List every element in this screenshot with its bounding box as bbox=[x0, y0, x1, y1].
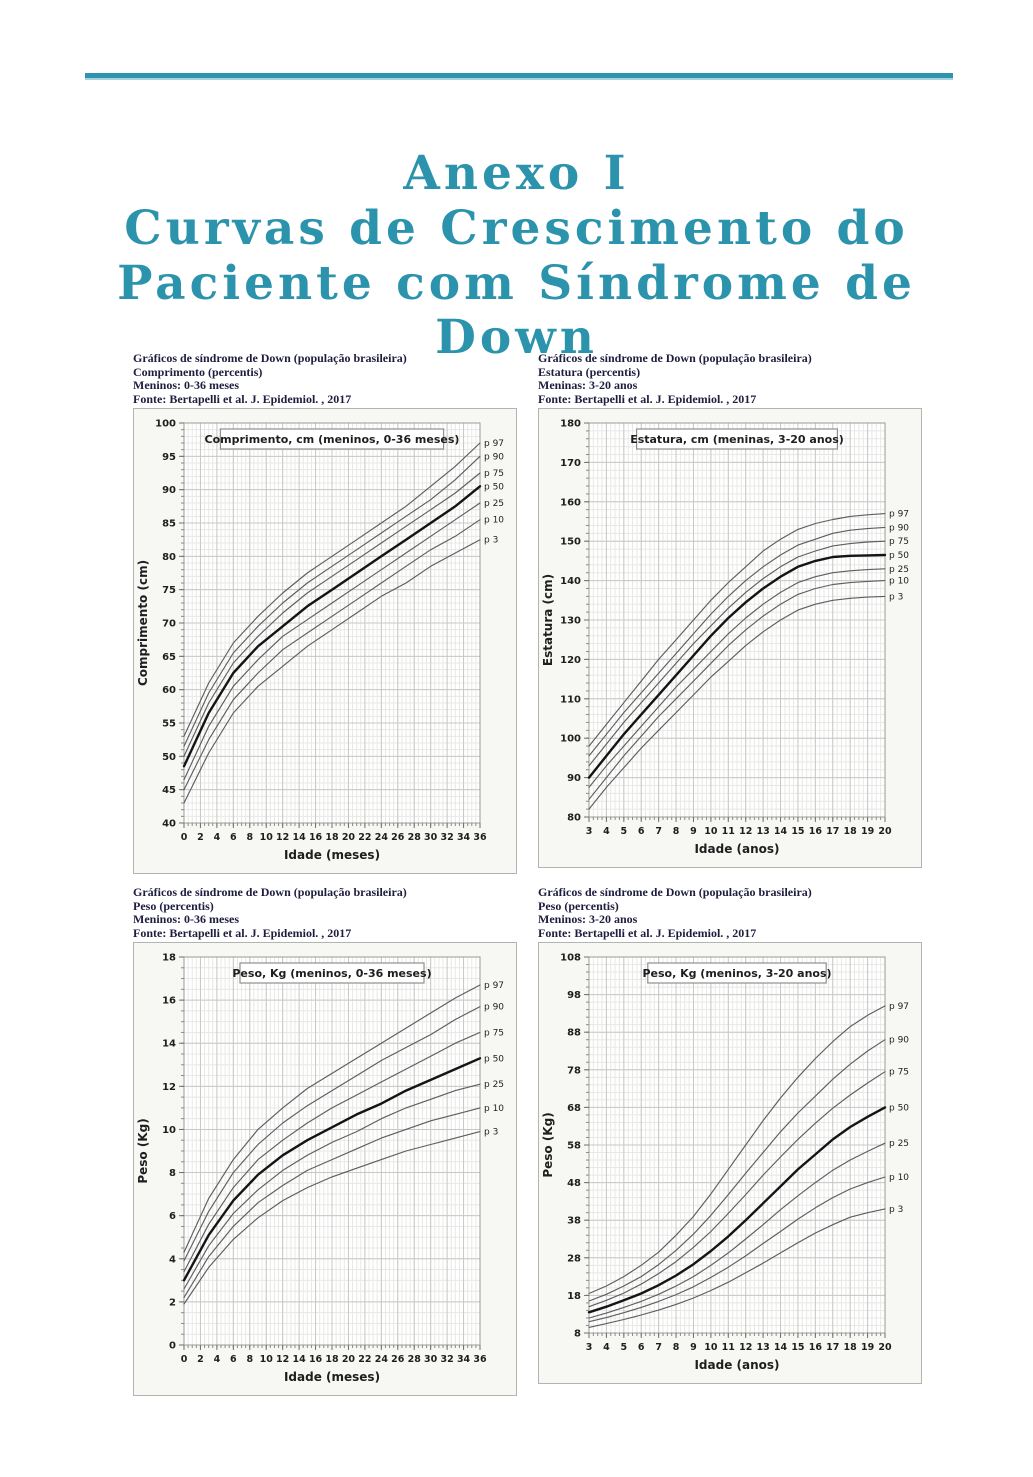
svg-text:0: 0 bbox=[180, 832, 188, 843]
svg-text:90: 90 bbox=[567, 773, 581, 785]
svg-text:16: 16 bbox=[808, 1342, 822, 1353]
growth-chart-peso-meses bbox=[134, 943, 516, 1395]
svg-text:3: 3 bbox=[585, 1342, 593, 1353]
chart-header-line: Meninos: 0-36 meses bbox=[133, 378, 239, 393]
svg-text:34: 34 bbox=[456, 1354, 471, 1365]
svg-text:10: 10 bbox=[162, 1124, 176, 1136]
svg-text:30: 30 bbox=[424, 832, 438, 843]
svg-text:16: 16 bbox=[308, 832, 323, 843]
svg-text:4: 4 bbox=[603, 1342, 610, 1353]
svg-text:108: 108 bbox=[560, 952, 581, 964]
svg-text:150: 150 bbox=[560, 536, 581, 548]
chart-header-line: Gráficos de síndrome de Down (população brasileira) bbox=[538, 351, 812, 365]
page-title-line: Curvas de Crescimento do bbox=[124, 201, 909, 256]
svg-text:p 25: p 25 bbox=[889, 564, 910, 575]
svg-text:4: 4 bbox=[213, 832, 221, 843]
chart-frame bbox=[133, 408, 517, 874]
svg-text:p 97: p 97 bbox=[484, 439, 505, 449]
svg-text:26: 26 bbox=[391, 832, 405, 843]
svg-text:Estatura, cm (meninas, 3-20 an: Estatura, cm (meninas, 3-20 anos) bbox=[630, 433, 844, 446]
svg-text:Idade (meses): Idade (meses) bbox=[283, 1370, 381, 1384]
svg-text:26: 26 bbox=[391, 1354, 405, 1365]
svg-text:0: 0 bbox=[169, 1340, 176, 1352]
svg-text:p 75: p 75 bbox=[484, 1028, 505, 1039]
chart-block-peso-meninos-meses bbox=[133, 886, 517, 1396]
svg-text:12: 12 bbox=[739, 1342, 753, 1353]
chart-frame bbox=[538, 942, 922, 1384]
svg-text:10: 10 bbox=[259, 832, 273, 843]
svg-text:p 25: p 25 bbox=[889, 1139, 910, 1150]
svg-text:14: 14 bbox=[162, 1038, 176, 1050]
svg-text:7: 7 bbox=[655, 1342, 662, 1353]
svg-text:p 3: p 3 bbox=[484, 1127, 499, 1138]
svg-text:95: 95 bbox=[162, 451, 176, 463]
svg-text:45: 45 bbox=[162, 785, 176, 797]
svg-text:Peso (Kg): Peso (Kg) bbox=[136, 1118, 150, 1184]
svg-text:22: 22 bbox=[358, 832, 372, 843]
svg-text:p 50: p 50 bbox=[484, 482, 505, 493]
svg-text:28: 28 bbox=[407, 1354, 421, 1365]
top-divider-rule bbox=[85, 73, 953, 80]
page-title-line: Paciente com Síndrome de bbox=[117, 255, 916, 311]
svg-text:Estatura (cm): Estatura (cm) bbox=[541, 573, 555, 667]
svg-text:p 97: p 97 bbox=[889, 1001, 910, 1012]
svg-text:Peso (Kg): Peso (Kg) bbox=[541, 1112, 555, 1178]
svg-text:16: 16 bbox=[308, 1354, 323, 1365]
chart-header bbox=[538, 352, 922, 406]
svg-text:8: 8 bbox=[672, 826, 680, 837]
svg-text:60: 60 bbox=[162, 685, 176, 697]
svg-text:p 25: p 25 bbox=[484, 1080, 505, 1091]
svg-text:Peso, Kg (meninos, 3-20 anos): Peso, Kg (meninos, 3-20 anos) bbox=[642, 967, 832, 980]
svg-text:19: 19 bbox=[860, 826, 875, 837]
svg-text:20: 20 bbox=[878, 826, 892, 837]
svg-text:12: 12 bbox=[162, 1081, 176, 1093]
svg-text:p 10: p 10 bbox=[484, 515, 505, 526]
svg-text:17: 17 bbox=[826, 1342, 840, 1353]
svg-text:58: 58 bbox=[567, 1140, 581, 1152]
svg-text:p 3: p 3 bbox=[889, 592, 904, 603]
svg-text:88: 88 bbox=[567, 1027, 581, 1039]
svg-text:120: 120 bbox=[560, 654, 581, 666]
svg-text:6: 6 bbox=[169, 1211, 176, 1223]
svg-text:7: 7 bbox=[655, 826, 662, 837]
svg-text:5: 5 bbox=[620, 826, 628, 837]
svg-text:11: 11 bbox=[721, 826, 735, 837]
svg-text:18: 18 bbox=[325, 1354, 339, 1365]
svg-text:p 75: p 75 bbox=[889, 1067, 910, 1078]
svg-text:6: 6 bbox=[637, 1342, 645, 1353]
svg-text:Idade (meses): Idade (meses) bbox=[283, 848, 381, 862]
svg-text:8: 8 bbox=[574, 1328, 581, 1340]
svg-text:5: 5 bbox=[620, 1342, 628, 1353]
svg-text:13: 13 bbox=[756, 826, 770, 837]
svg-text:14: 14 bbox=[773, 826, 788, 837]
growth-chart-estatura bbox=[539, 409, 921, 867]
svg-text:Idade (anos): Idade (anos) bbox=[694, 842, 780, 856]
chart-header bbox=[133, 886, 517, 940]
page-title bbox=[0, 147, 1033, 365]
svg-text:6: 6 bbox=[230, 832, 237, 843]
svg-text:p 97: p 97 bbox=[484, 981, 505, 992]
svg-text:p 10: p 10 bbox=[889, 1172, 910, 1183]
chart-frame bbox=[133, 942, 517, 1396]
svg-text:16: 16 bbox=[162, 995, 176, 1007]
chart-header-line: Gráficos de síndrome de Down (população brasileira) bbox=[133, 351, 407, 365]
svg-text:180: 180 bbox=[560, 418, 581, 430]
svg-text:p 50: p 50 bbox=[889, 550, 910, 561]
svg-text:68: 68 bbox=[567, 1102, 581, 1114]
svg-text:100: 100 bbox=[560, 733, 581, 745]
svg-text:78: 78 bbox=[567, 1065, 581, 1077]
svg-text:110: 110 bbox=[560, 694, 581, 706]
svg-text:40: 40 bbox=[162, 818, 176, 830]
svg-text:24: 24 bbox=[374, 832, 388, 843]
chart-header-line: Gráficos de síndrome de Down (população brasileira) bbox=[538, 885, 812, 899]
svg-text:p 90: p 90 bbox=[889, 523, 910, 534]
svg-text:10: 10 bbox=[259, 1354, 273, 1365]
svg-text:11: 11 bbox=[721, 1342, 735, 1353]
svg-text:18: 18 bbox=[567, 1290, 581, 1302]
svg-text:p 10: p 10 bbox=[889, 576, 910, 587]
svg-text:4: 4 bbox=[603, 826, 610, 837]
svg-text:4: 4 bbox=[169, 1254, 176, 1266]
svg-text:48: 48 bbox=[567, 1178, 581, 1190]
svg-text:20: 20 bbox=[341, 832, 356, 843]
svg-text:8: 8 bbox=[672, 1342, 680, 1353]
svg-text:18: 18 bbox=[843, 1342, 857, 1353]
svg-text:p 50: p 50 bbox=[484, 1054, 505, 1065]
svg-text:19: 19 bbox=[860, 1342, 875, 1353]
svg-text:14: 14 bbox=[292, 1354, 306, 1365]
svg-text:85: 85 bbox=[162, 518, 176, 530]
growth-chart-comprimento bbox=[134, 409, 516, 873]
svg-text:15: 15 bbox=[791, 1342, 805, 1353]
chart-block-comprimento-meninos bbox=[133, 352, 517, 874]
svg-text:2: 2 bbox=[197, 832, 204, 843]
svg-text:80: 80 bbox=[162, 551, 176, 563]
growth-chart-peso-anos bbox=[539, 943, 921, 1383]
svg-text:22: 22 bbox=[358, 1354, 372, 1365]
svg-text:70: 70 bbox=[162, 618, 176, 630]
svg-text:17: 17 bbox=[826, 826, 840, 837]
svg-text:98: 98 bbox=[567, 990, 581, 1002]
svg-text:28: 28 bbox=[407, 832, 421, 843]
svg-text:p 10: p 10 bbox=[484, 1103, 505, 1114]
svg-text:2: 2 bbox=[197, 1354, 204, 1365]
svg-text:130: 130 bbox=[560, 615, 581, 627]
svg-text:32: 32 bbox=[440, 1354, 454, 1365]
svg-text:4: 4 bbox=[213, 1354, 221, 1365]
svg-text:2: 2 bbox=[169, 1297, 176, 1309]
svg-text:20: 20 bbox=[341, 1354, 356, 1365]
chart-header-line: Estatura (percentis) bbox=[538, 364, 641, 379]
chart-frame bbox=[538, 408, 922, 868]
svg-text:90: 90 bbox=[162, 485, 176, 497]
svg-text:36: 36 bbox=[473, 1354, 487, 1365]
svg-text:p 3: p 3 bbox=[889, 1204, 904, 1215]
svg-text:Comprimento, cm (meninos, 0-36: Comprimento, cm (meninos, 0-36 meses) bbox=[204, 433, 460, 446]
svg-text:p 90: p 90 bbox=[484, 452, 505, 463]
svg-text:p 75: p 75 bbox=[484, 469, 505, 479]
svg-text:8: 8 bbox=[169, 1168, 176, 1180]
svg-text:24: 24 bbox=[374, 1354, 388, 1365]
chart-header-line: Gráficos de síndrome de Down (população brasileira) bbox=[133, 885, 407, 899]
svg-text:14: 14 bbox=[773, 1342, 788, 1353]
svg-text:Idade (anos): Idade (anos) bbox=[694, 1358, 780, 1372]
svg-text:p 90: p 90 bbox=[484, 1002, 505, 1013]
svg-text:170: 170 bbox=[560, 457, 581, 469]
svg-text:32: 32 bbox=[440, 832, 454, 843]
svg-text:16: 16 bbox=[808, 826, 822, 837]
svg-text:p 90: p 90 bbox=[889, 1035, 910, 1046]
svg-text:20: 20 bbox=[878, 1342, 892, 1353]
svg-text:p 97: p 97 bbox=[889, 509, 910, 520]
chart-header-line: Peso (percentis) bbox=[538, 898, 619, 913]
svg-text:p 25: p 25 bbox=[484, 499, 505, 509]
svg-text:75: 75 bbox=[162, 585, 176, 597]
chart-header-line: Fonte: Bertapelli et al. J. Epidemiol. , 2017 bbox=[538, 925, 757, 940]
chart-header-line: Peso (percentis) bbox=[133, 898, 214, 913]
page-title-line: Down bbox=[435, 310, 598, 366]
svg-text:80: 80 bbox=[567, 812, 581, 824]
svg-text:p 3: p 3 bbox=[484, 535, 499, 546]
svg-text:9: 9 bbox=[690, 826, 697, 837]
svg-text:8: 8 bbox=[246, 1354, 254, 1365]
svg-text:18: 18 bbox=[843, 826, 857, 837]
svg-text:36: 36 bbox=[473, 832, 487, 843]
svg-text:6: 6 bbox=[637, 826, 645, 837]
svg-text:12: 12 bbox=[276, 1354, 290, 1365]
svg-text:100: 100 bbox=[155, 418, 176, 430]
chart-block-estatura-meninas bbox=[538, 352, 922, 868]
svg-text:p 75: p 75 bbox=[889, 537, 910, 548]
svg-text:10: 10 bbox=[704, 1342, 718, 1353]
chart-header bbox=[133, 352, 517, 406]
svg-text:10: 10 bbox=[704, 826, 718, 837]
svg-text:8: 8 bbox=[246, 832, 254, 843]
svg-text:Peso, Kg (meninos, 0-36 meses): Peso, Kg (meninos, 0-36 meses) bbox=[232, 967, 432, 980]
chart-header bbox=[538, 886, 922, 940]
svg-text:65: 65 bbox=[162, 651, 176, 663]
chart-header-line: Fonte: Bertapelli et al. J. Epidemiol. , 2017 bbox=[133, 925, 352, 940]
svg-text:28: 28 bbox=[567, 1253, 581, 1265]
svg-text:38: 38 bbox=[567, 1215, 581, 1227]
svg-text:160: 160 bbox=[560, 497, 581, 509]
chart-header-line: Meninos: 0-36 meses bbox=[133, 912, 239, 927]
chart-block-peso-meninos-anos bbox=[538, 886, 922, 1384]
svg-text:6: 6 bbox=[230, 1354, 237, 1365]
svg-text:12: 12 bbox=[276, 832, 290, 843]
svg-text:Comprimento (cm): Comprimento (cm) bbox=[136, 559, 150, 687]
svg-text:12: 12 bbox=[739, 826, 753, 837]
chart-header-line: Meninas: 3-20 anos bbox=[538, 378, 638, 393]
svg-text:9: 9 bbox=[690, 1342, 697, 1353]
svg-text:50: 50 bbox=[162, 751, 176, 763]
page-title-line: Anexo I bbox=[403, 146, 630, 202]
svg-text:55: 55 bbox=[162, 718, 176, 730]
svg-text:18: 18 bbox=[162, 952, 176, 964]
svg-text:p 50: p 50 bbox=[889, 1103, 910, 1114]
chart-header-line: Comprimento (percentis) bbox=[133, 364, 263, 379]
svg-text:3: 3 bbox=[585, 826, 593, 837]
svg-text:0: 0 bbox=[180, 1354, 188, 1365]
chart-header-line: Meninos: 3-20 anos bbox=[538, 912, 638, 927]
svg-text:14: 14 bbox=[292, 832, 306, 843]
svg-text:34: 34 bbox=[456, 832, 471, 843]
chart-header-line: Fonte: Bertapelli et al. J. Epidemiol. , 2017 bbox=[538, 391, 757, 406]
svg-text:140: 140 bbox=[560, 576, 581, 588]
svg-text:15: 15 bbox=[791, 826, 805, 837]
svg-text:18: 18 bbox=[325, 832, 339, 843]
svg-text:13: 13 bbox=[756, 1342, 770, 1353]
chart-header-line: Fonte: Bertapelli et al. J. Epidemiol. , 2017 bbox=[133, 391, 352, 406]
svg-text:30: 30 bbox=[424, 1354, 438, 1365]
